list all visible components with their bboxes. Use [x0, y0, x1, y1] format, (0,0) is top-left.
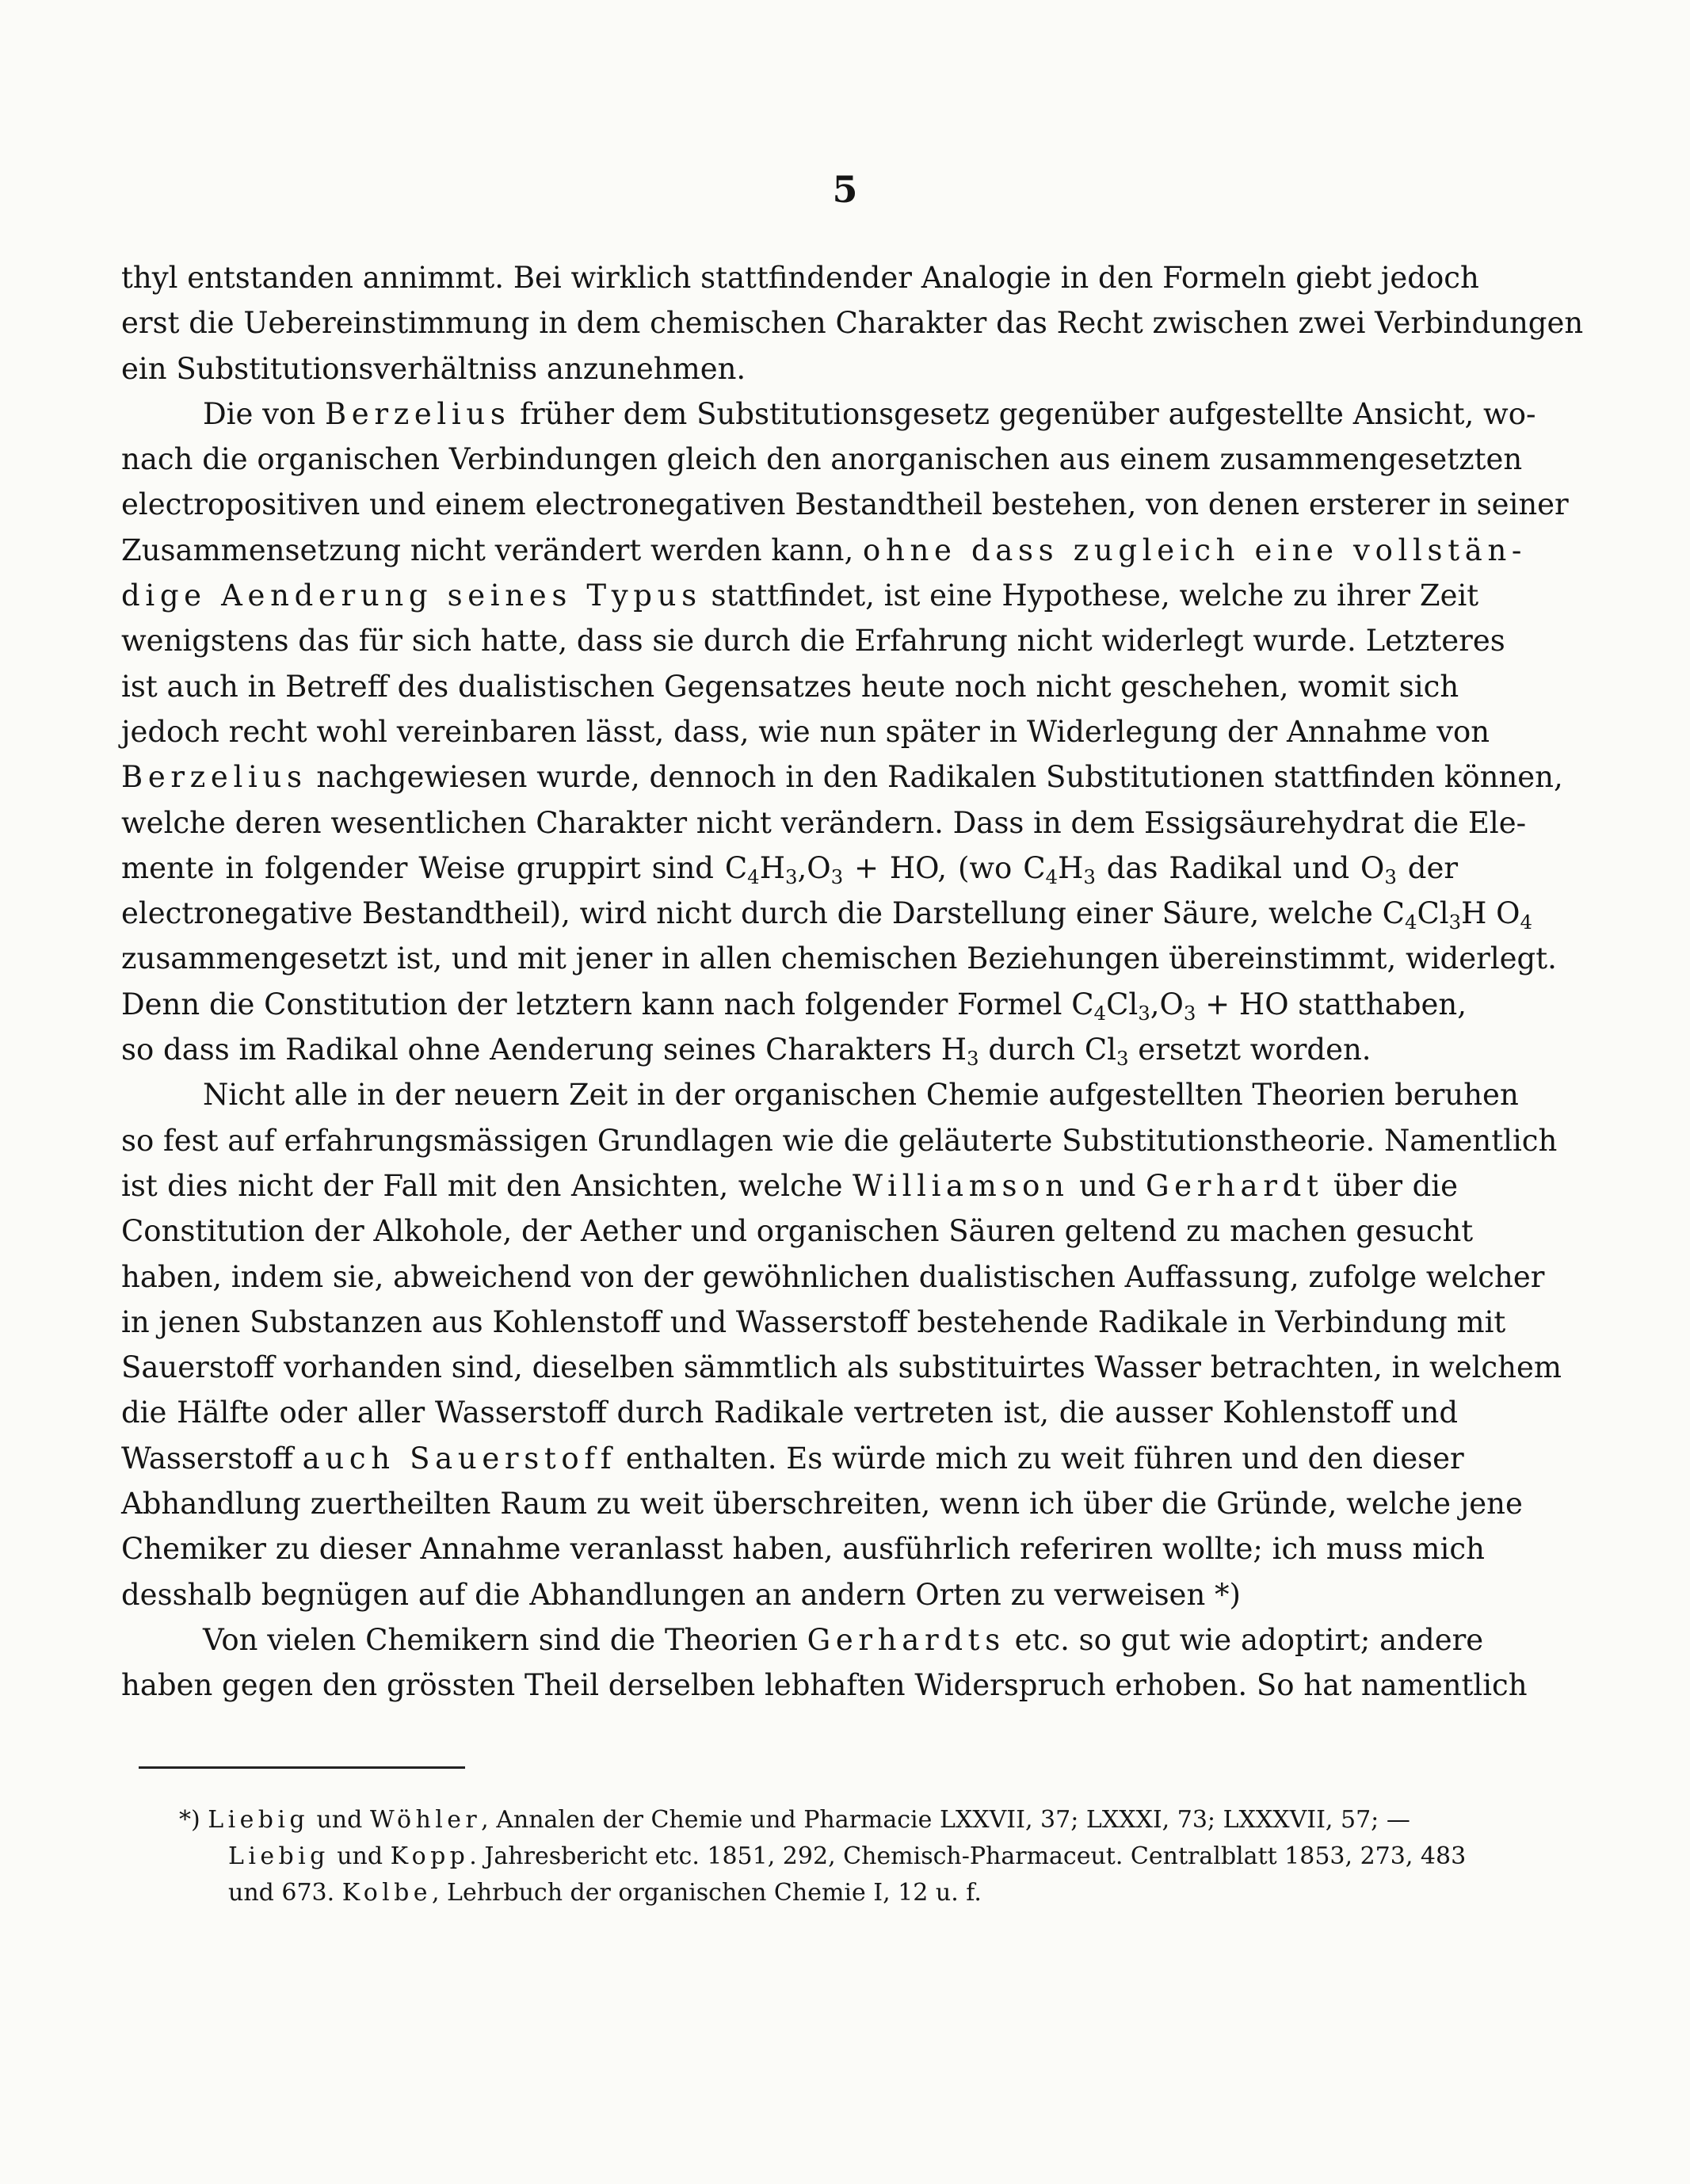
text-run: ist dies nicht der Fall mit den Ansichten, welche — [121, 1168, 853, 1203]
text-run: über die — [1323, 1168, 1458, 1203]
formula-subscript: 3 — [1183, 1001, 1196, 1025]
footnote-line — [121, 1838, 1467, 1875]
author-name: Gerhardts — [807, 1622, 1005, 1657]
text-line — [121, 1027, 1458, 1072]
text-line — [121, 1436, 1464, 1481]
text-run: stattfindet, ist eine Hypothese, welche zu ihrer Zeit — [701, 578, 1479, 613]
text-line: erst die Uebereinstimmung in dem chemischen Charakter das Recht zwischen zwei Verbindungen — [121, 306, 1584, 341]
text-line — [121, 573, 1479, 618]
chemical-formula — [1084, 1033, 1129, 1070]
footnote-line — [121, 1875, 1458, 1911]
formula-element: Cl — [1084, 1033, 1116, 1067]
formula-subscript: 3 — [967, 1046, 979, 1070]
text-line: jedoch recht wohl vereinbaren lässt, dass, wie nun später in Widerlegung der Annahme von — [121, 714, 1490, 749]
formula-element: + HO, — [843, 850, 948, 885]
text-line: so fest auf erfahrungsmässigen Grundlagen wie die geläuterte Substitutionstheorie. Namentlich — [121, 1123, 1558, 1158]
footnote-line — [121, 1802, 1458, 1838]
formula-subscript: 4 — [1045, 865, 1059, 888]
formula-element: C — [724, 850, 748, 885]
text-line — [121, 891, 1533, 936]
text-line: ein Substitutionsverhältniss anzunehmen. — [121, 351, 746, 386]
text-line: wenigstens das für sich hatte, dass sie durch die Erfahrung nicht widerlegt wurde. Letzteres — [121, 624, 1505, 659]
text-run: mente in folgender Weise gruppirt sind — [121, 850, 714, 885]
chemical-formula — [1023, 850, 1096, 888]
text-run: der — [1407, 850, 1459, 885]
text-line — [121, 754, 1563, 800]
author-name: Kolbe — [341, 1879, 432, 1907]
text-run: und — [308, 1806, 370, 1834]
text-line: zusammengesetzt ist, und mit jener in allen chemischen Beziehungen übereinstimmt, widerlegt. — [121, 941, 1557, 976]
author-name: Berzelius — [121, 760, 307, 795]
chemical-formula — [940, 1033, 979, 1070]
formula-element: O — [1360, 850, 1385, 885]
text-run: Denn die Constitution der letztern kann nach folgender Formel — [121, 987, 1062, 1021]
text-line: Abhandlung zuertheilten Raum zu weit überschreiten, wenn ich über die Gründe, welche jene — [121, 1487, 1523, 1522]
formula-element: Cl — [1417, 896, 1449, 931]
text-run: , Lehrbuch der organischen Chemie I, 12 u. f. — [431, 1879, 982, 1907]
author-name: Williamson — [853, 1168, 1070, 1203]
text-run: Die von — [203, 396, 325, 431]
author-name: Liebig — [228, 1842, 330, 1870]
text-run: ersetzt worden. — [1138, 1033, 1371, 1067]
text-line — [121, 982, 1467, 1027]
text-line — [121, 1617, 1484, 1663]
formula-subscript: 3 — [1138, 1001, 1150, 1025]
text-line: haben gegen den grössten Theil derselben lebhaften Widerspruch erhoben. So hat namentlich — [121, 1668, 1528, 1703]
emphasized-text: auch Sauerstoff — [302, 1441, 617, 1476]
text-line: ist auch in Betreff des dualistischen Gegensatzes heute noch nicht geschehen, womit sich — [121, 669, 1459, 704]
chemical-formula — [1071, 987, 1289, 1025]
text-run: das Radikal und — [1106, 850, 1350, 885]
text-run: und 673. — [228, 1879, 342, 1907]
formula-element: H — [759, 850, 785, 885]
chemical-formula — [1360, 850, 1397, 888]
text-run: electronegative Bestandtheil), wird nicht durch die Darstellung einer Säure, welche — [121, 896, 1373, 931]
chemical-formula — [724, 850, 948, 888]
author-name: Liebig — [208, 1806, 309, 1834]
text-line: thyl entstanden annimmt. Bei wirklich stattfindender Analogie in den Formeln giebt jedoch — [121, 261, 1479, 295]
text-run: statthaben, — [1298, 987, 1467, 1021]
formula-subscript: 4 — [1093, 1001, 1107, 1025]
text-run: enthalten. Es würde mich zu weit führen und den dieser — [616, 1441, 1464, 1476]
text-line: Chemiker zu dieser Annahme veranlasst haben, ausführlich referiren wollte; ich muss mich — [121, 1532, 1485, 1567]
author-name: Kopp — [390, 1842, 470, 1870]
formula-subscript: 3 — [1384, 865, 1397, 888]
text-run: . Jahresbericht etc. 1851, 292, Chemisch-Pharmaceut. Centralblatt 1853, 273, 483 — [469, 1842, 1467, 1870]
formula-element: ,O — [797, 850, 831, 885]
text-run: Von vielen Chemikern sind die Theorien — [203, 1622, 807, 1657]
text-line: die Hälfte oder aller Wasserstoff durch Radikale vertreten ist, die ausser Kohlenstoff und — [121, 1396, 1458, 1430]
formula-subscript: 4 — [1520, 910, 1533, 934]
formula-subscript: 3 — [1083, 865, 1096, 888]
text-line: nach die organischen Verbindungen gleich den anorganischen aus einem zusammengesetzten — [121, 442, 1523, 477]
body-text — [121, 255, 1584, 1709]
text-run: Wasserstoff — [121, 1441, 303, 1476]
formula-element: ,O — [1150, 987, 1184, 1021]
author-name: Berzelius — [324, 396, 511, 431]
formula-element: H O — [1461, 896, 1520, 931]
emphasized-text: ohne dass zugleich eine vollstän- — [863, 533, 1528, 567]
author-name: Wöhler — [369, 1806, 482, 1834]
text-line: electropositiven und einem electronegativen Bestandtheil bestehen, von denen ersterer in seiner — [121, 487, 1569, 522]
emphasized-text: dige Aenderung seines Typus — [121, 578, 702, 613]
text-run: Zusammensetzung nicht verändert werden kann, — [121, 533, 864, 567]
footnote-marker: *) — [179, 1806, 208, 1834]
formula-subscript: 3 — [1116, 1046, 1129, 1070]
formula-subscript: 3 — [784, 865, 798, 888]
footnote-divider — [139, 1766, 465, 1769]
text-run: nachgewiesen wurde, dennoch in den Radikalen Substitutionen stattfinden können, — [307, 760, 1563, 795]
text-run: etc. so gut wie adoptirt; andere — [1005, 1622, 1484, 1657]
formula-element: H — [940, 1033, 967, 1067]
page-number: 5 — [832, 168, 858, 211]
text-run: und — [329, 1842, 391, 1870]
text-line: welche deren wesentlichen Charakter nicht verändern. Dass in dem Essigsäurehydrat die Ele- — [121, 805, 1527, 840]
author-name: Gerhardt — [1145, 1168, 1324, 1203]
text-run: früher dem Substitutionsgesetz gegenüber aufgestellte Ansicht, wo- — [510, 396, 1536, 431]
formula-element: C — [1382, 896, 1405, 931]
formula-element: C — [1023, 850, 1046, 885]
text-line: Nicht alle in der neuern Zeit in der organischen Chemie aufgestellten Theorien beruhen — [203, 1078, 1519, 1113]
text-run: (wo — [957, 850, 1013, 885]
text-line — [121, 391, 1536, 437]
formula-element: Cl — [1106, 987, 1139, 1021]
text-line — [121, 846, 1458, 891]
formula-element: + HO — [1196, 987, 1289, 1021]
text-line — [121, 1163, 1458, 1208]
text-line: in jenen Substanzen aus Kohlenstoff und Wasserstoff bestehende Radikale in Verbindung mit — [121, 1304, 1506, 1339]
formula-element: C — [1071, 987, 1094, 1021]
text-line — [121, 528, 1528, 573]
formula-subscript: 3 — [830, 865, 844, 888]
text-run: durch — [988, 1033, 1076, 1067]
formula-element: H — [1058, 850, 1084, 885]
text-line: Sauerstoff vorhanden sind, dieselben sämmtlich als substituirtes Wasser betrachten, in welchem — [121, 1350, 1562, 1385]
formula-subscript: 4 — [747, 865, 760, 888]
formula-subscript: 4 — [1404, 910, 1417, 934]
formula-subscript: 3 — [1448, 910, 1462, 934]
text-run: , Annalen der Chemie und Pharmacie LXXVII, 37; LXXXI, 73; LXXXVII, 57; — — [481, 1806, 1410, 1834]
text-line: haben, indem sie, abweichend von der gewöhnlichen dualistischen Auffassung, zufolge welcher — [121, 1259, 1545, 1294]
text-run: so dass im Radikal ohne Aenderung seines Charakters — [121, 1033, 932, 1067]
footnotes — [121, 1802, 1467, 1911]
chemical-formula — [1382, 896, 1533, 934]
text-line: desshalb begnügen auf die Abhandlungen an andern Orten zu verweisen *) — [121, 1577, 1241, 1612]
text-run: und — [1069, 1168, 1146, 1203]
text-line: Constitution der Alkohole, der Aether und organischen Säuren geltend zu machen gesucht — [121, 1214, 1474, 1249]
